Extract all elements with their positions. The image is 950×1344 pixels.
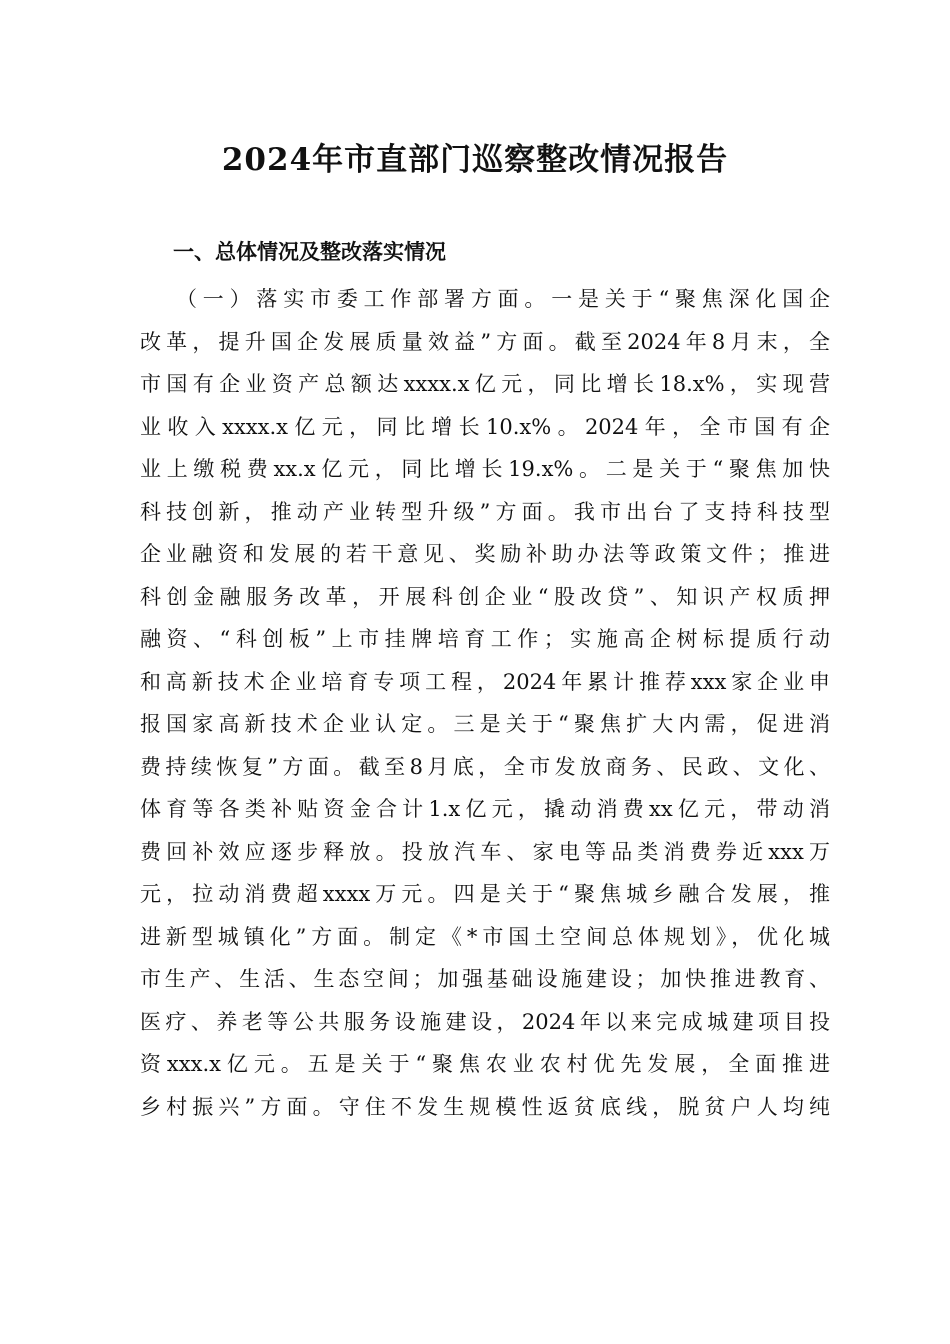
paragraph-line: 乡村振兴”方面。守住不发生规模性返贫底线，脱贫户人均纯 <box>140 1094 830 1119</box>
paragraph-line: 市生产、生活、生态空间；加强基础设施建设；加快推进教育、 <box>140 967 830 991</box>
document-title: 2024年市直部门巡察整改情况报告 <box>221 142 729 178</box>
paragraph-line: 费持续恢复”方面。截至8月底，全市发放商务、民政、文化、 <box>140 754 830 779</box>
paragraph-line: 科技创新，推动产业转型升级”方面。我市出台了支持科技型 <box>140 499 830 524</box>
body-paragraph <box>140 278 830 1128</box>
paragraph-line: （一）落实市委工作部署方面。一是关于“聚焦深化国企 <box>176 287 830 311</box>
paragraph-line: 费回补效应逐步释放。投放汽车、家电等品类消费券近xxx万 <box>140 839 830 864</box>
paragraph-line: 进新型城镇化”方面。制定《*市国土空间总体规划》，优化城 <box>140 924 830 949</box>
paragraph-line: 企业融资和发展的若干意见、奖励补助办法等政策文件；推进 <box>140 542 830 566</box>
paragraph-line: 业上缴税费xx.x亿元，同比增长19.x%。二是关于“聚焦加快 <box>140 457 830 481</box>
paragraph-line: 改革，提升国企发展质量效益”方面。截至2024年8月末，全 <box>140 329 830 354</box>
paragraph-line: 市国有企业资产总额达xxxx.x亿元，同比增长18.x%，实现营 <box>140 372 830 396</box>
paragraph-line: 资xxx.x亿元。五是关于“聚焦农业农村优先发展，全面推进 <box>140 1052 830 1076</box>
paragraph-line: 业收入xxxx.x亿元，同比增长10.x%。2024年，全市国有企 <box>140 414 830 439</box>
paragraph-line: 体育等各类补贴资金合计1.x亿元，撬动消费xx亿元，带动消 <box>140 797 830 821</box>
paragraph-line: 报国家高新技术企业认定。三是关于“聚焦扩大内需，促进消 <box>140 712 830 736</box>
paragraph-line: 科创金融服务改革，开展科创企业“股改贷”、知识产权质押 <box>140 584 830 609</box>
section-heading: 一、总体情况及整改落实情况 <box>173 240 446 264</box>
paragraph-line: 融资、“科创板”上市挂牌培育工作；实施高企树标提质行动 <box>140 627 830 651</box>
paragraph-line: 和高新技术企业培育专项工程，2024年累计推荐xxx家企业申 <box>140 669 830 694</box>
paragraph-line: 医疗、养老等公共服务设施建设，2024年以来完成城建项目投 <box>140 1009 830 1034</box>
paragraph-line: 元，拉动消费超xxxx万元。四是关于“聚焦城乡融合发展，推 <box>140 882 830 906</box>
